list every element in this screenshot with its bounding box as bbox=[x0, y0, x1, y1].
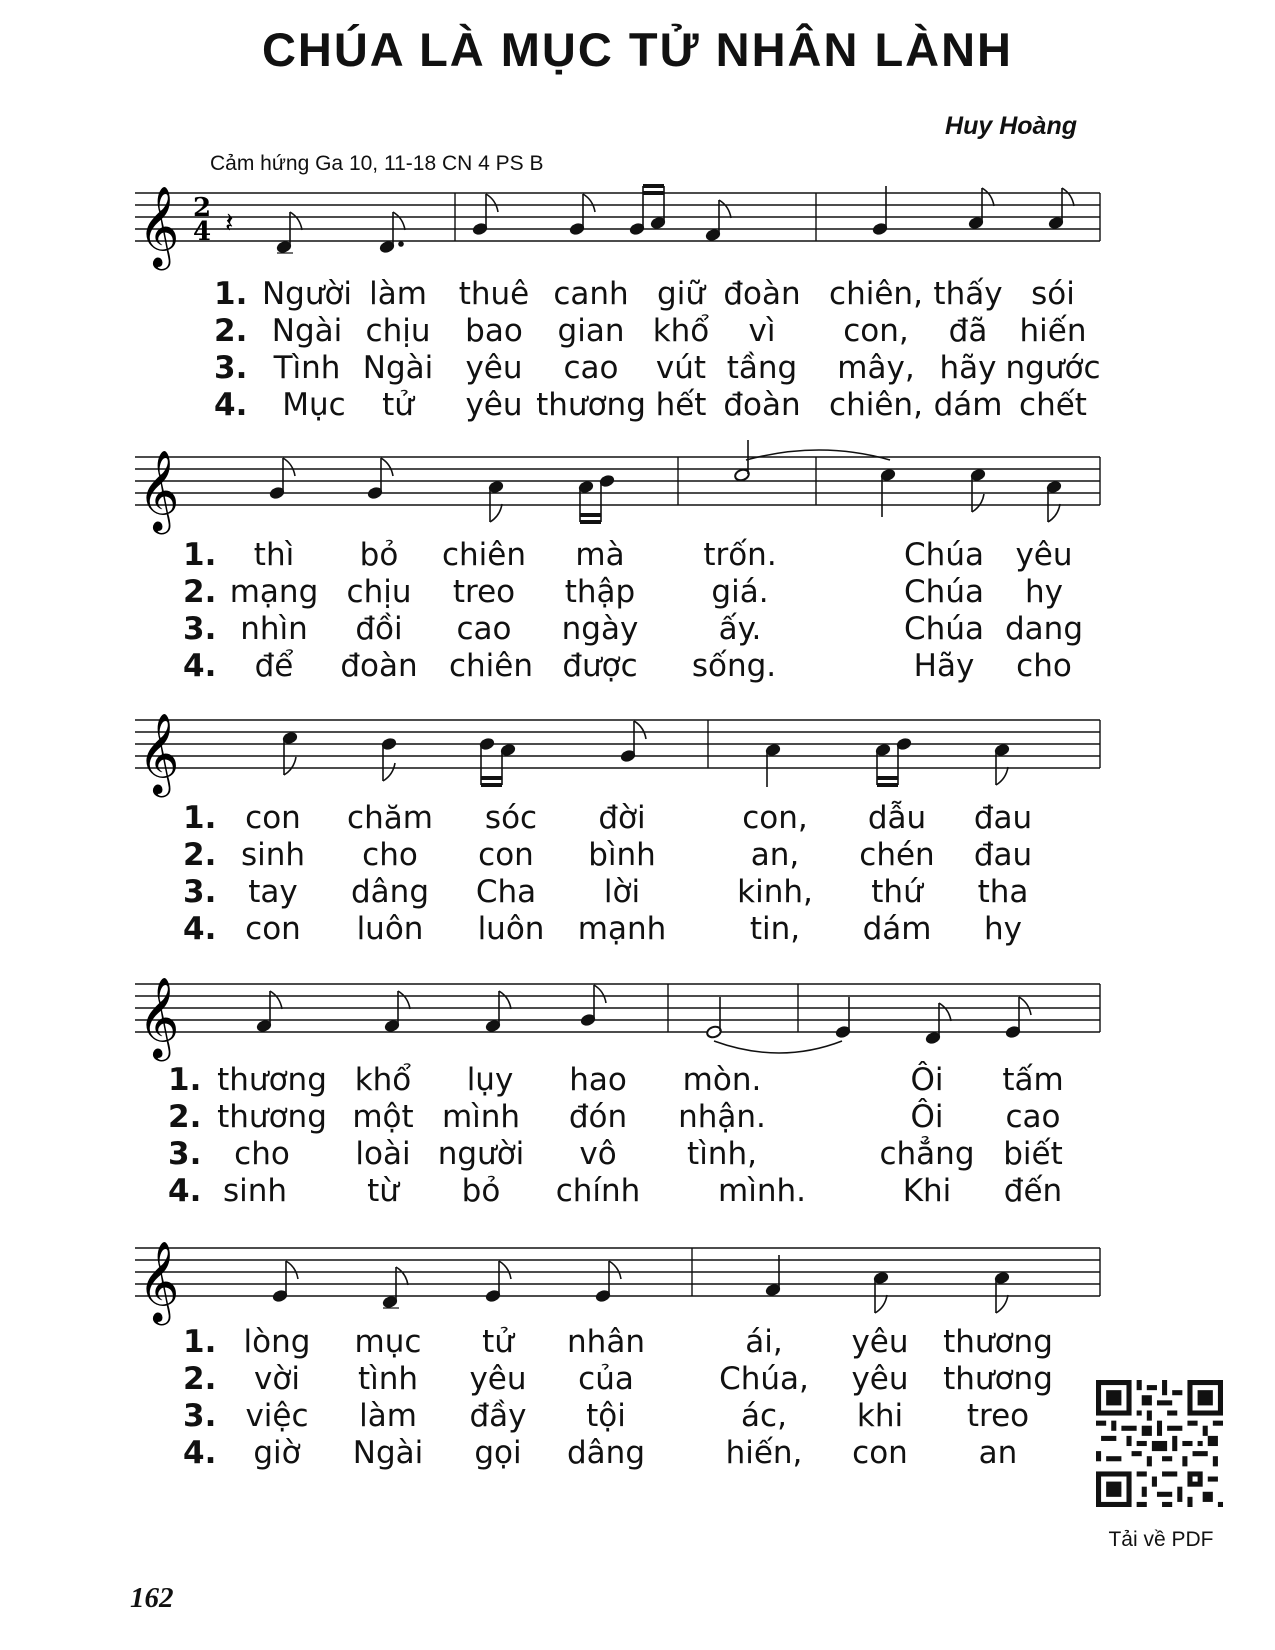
music-staff-2 bbox=[130, 432, 1140, 542]
lyric: tấm bbox=[1002, 1062, 1064, 1098]
lyric: thập bbox=[564, 574, 636, 610]
lyric: bỏ bbox=[461, 1173, 501, 1209]
lyric: con, bbox=[742, 800, 808, 836]
lyric: thương bbox=[536, 387, 646, 423]
verse-number: 4. bbox=[214, 387, 248, 423]
lyric: con, bbox=[843, 313, 909, 349]
lyric: cao bbox=[563, 350, 619, 386]
lyric: yêu bbox=[851, 1361, 909, 1397]
lyric: khổ bbox=[652, 313, 710, 349]
verse-number: 1. bbox=[214, 276, 248, 312]
lyric: một bbox=[352, 1099, 414, 1135]
lyric: yêu bbox=[469, 1361, 527, 1397]
lyric: khi bbox=[856, 1398, 904, 1434]
page-number: 162 bbox=[130, 1582, 174, 1614]
lyric: mạng bbox=[229, 574, 319, 610]
lyric: hiến, bbox=[725, 1435, 803, 1471]
verse-number: 3. bbox=[183, 1398, 217, 1434]
time-sig-bottom: 4 bbox=[193, 217, 212, 247]
lyric: Hãy bbox=[913, 648, 975, 684]
lyric: mà bbox=[575, 537, 625, 573]
lyric: cho bbox=[362, 837, 418, 873]
lyric: dẫu bbox=[867, 800, 927, 836]
verse-line bbox=[0, 837, 1275, 874]
lyric: sói bbox=[1031, 276, 1075, 312]
song-title: CHÚA LÀ MỤC TỬ NHÂN LÀNH bbox=[261, 23, 1013, 76]
lyric: chịu bbox=[346, 574, 412, 610]
lyric: thì bbox=[253, 537, 295, 573]
lyric: yêu bbox=[465, 387, 523, 423]
lyric: giờ bbox=[253, 1435, 301, 1471]
lyric: vút bbox=[655, 350, 707, 386]
lyric: chẳng bbox=[879, 1136, 975, 1172]
lyrics-block-3 bbox=[0, 800, 1275, 948]
verse-line bbox=[0, 574, 1275, 611]
lyric: tử bbox=[382, 387, 414, 423]
verse-number: 2. bbox=[183, 837, 217, 873]
lyric: thuê bbox=[458, 276, 530, 312]
lyrics-block-4 bbox=[0, 1062, 1275, 1210]
lyrics-block-2 bbox=[0, 537, 1275, 685]
lyric: an bbox=[978, 1435, 1018, 1471]
lyric: nhìn bbox=[240, 611, 308, 647]
lyric: canh bbox=[553, 276, 629, 312]
verse-number: 1. bbox=[183, 800, 217, 836]
treble-clef-icon: 𝄞 bbox=[138, 449, 180, 531]
lyric: Chúa bbox=[904, 574, 984, 610]
lyric: vì bbox=[748, 313, 776, 349]
verse-line bbox=[0, 276, 1275, 313]
verse-line bbox=[0, 874, 1275, 911]
lyric: thấy bbox=[933, 276, 1003, 312]
lyric: chăm bbox=[347, 800, 433, 836]
lyric: đau bbox=[973, 800, 1033, 836]
lyric: yêu bbox=[851, 1324, 909, 1360]
lyric: an, bbox=[750, 837, 800, 873]
music-staff-1 bbox=[130, 168, 1140, 278]
lyric: đau bbox=[973, 837, 1033, 873]
lyric: chính bbox=[555, 1173, 641, 1209]
music-staff-4 bbox=[130, 959, 1140, 1069]
lyric: yêu bbox=[465, 350, 523, 386]
verse-line bbox=[0, 1361, 1275, 1398]
lyric: chiên bbox=[441, 537, 527, 573]
lyric: bỏ bbox=[359, 537, 399, 573]
verse-number: 3. bbox=[168, 1136, 202, 1172]
lyric: tình, bbox=[687, 1136, 757, 1172]
lyric: mòn. bbox=[682, 1062, 762, 1098]
lyric: gian bbox=[557, 313, 625, 349]
music-staff-5 bbox=[130, 1223, 1140, 1333]
lyric: chén bbox=[859, 837, 935, 873]
lyric: từ bbox=[367, 1173, 399, 1209]
verse-number: 3. bbox=[214, 350, 248, 386]
verse-line bbox=[0, 1324, 1275, 1361]
lyric: để bbox=[254, 648, 294, 684]
lyric: làm bbox=[359, 1398, 417, 1434]
lyric: tha bbox=[977, 874, 1029, 910]
treble-clef-icon: 𝄞 bbox=[138, 712, 180, 794]
lyric: khổ bbox=[354, 1062, 412, 1098]
lyrics-block-5 bbox=[0, 1324, 1275, 1472]
lyric: Ngài bbox=[352, 1435, 424, 1471]
lyric: tình bbox=[357, 1361, 419, 1397]
verse-line bbox=[0, 1435, 1275, 1472]
qr-code-icon[interactable] bbox=[1096, 1380, 1223, 1507]
lyric: đoàn bbox=[723, 387, 801, 423]
verse-line bbox=[0, 800, 1275, 837]
lyric: người bbox=[437, 1136, 525, 1172]
lyric: dâng bbox=[351, 874, 429, 910]
lyric: đã bbox=[948, 313, 988, 349]
verse-number: 4. bbox=[183, 911, 217, 947]
lyric: ái, bbox=[745, 1324, 783, 1360]
lyric: đến bbox=[1003, 1173, 1063, 1209]
lyric: đoàn bbox=[340, 648, 418, 684]
lyric: trốn. bbox=[703, 537, 777, 573]
verse-line bbox=[0, 1062, 1275, 1099]
lyric: ác, bbox=[741, 1398, 787, 1434]
lyric: việc bbox=[245, 1398, 309, 1434]
lyric: luôn bbox=[477, 911, 545, 947]
lyric: cao bbox=[456, 611, 512, 647]
verse-number: 3. bbox=[183, 611, 217, 647]
verse-line bbox=[0, 1099, 1275, 1136]
lyric: hy bbox=[1025, 574, 1063, 610]
lyric: thương bbox=[217, 1062, 327, 1098]
verse-number: 4. bbox=[168, 1173, 202, 1209]
lyric: tử bbox=[482, 1324, 514, 1360]
treble-clef-icon: 𝄞 bbox=[138, 976, 180, 1058]
lyric: Khi bbox=[902, 1173, 952, 1209]
lyric: Tình bbox=[273, 350, 341, 386]
staff-1-notation bbox=[130, 168, 1140, 278]
treble-clef-icon: 𝄞 bbox=[138, 1240, 180, 1322]
lyric: con bbox=[245, 800, 301, 836]
lyric: gọi bbox=[474, 1435, 522, 1471]
staff-2-notation bbox=[130, 432, 1140, 542]
author-name: Huy Hoàng bbox=[945, 112, 1077, 140]
lyric: hy bbox=[984, 911, 1022, 947]
lyric: treo bbox=[966, 1398, 1030, 1434]
lyric: con bbox=[245, 911, 301, 947]
verse-number: 1. bbox=[183, 1324, 217, 1360]
lyric: chiên, bbox=[829, 276, 923, 312]
lyric: con bbox=[852, 1435, 908, 1471]
lyric: nhân bbox=[567, 1324, 645, 1360]
lyric: đầy bbox=[469, 1398, 527, 1434]
lyric: giữ bbox=[657, 276, 705, 312]
lyric: hiến bbox=[1019, 313, 1087, 349]
lyrics-block-1 bbox=[0, 276, 1275, 424]
verse-number: 2. bbox=[168, 1099, 202, 1135]
verse-line bbox=[0, 387, 1275, 424]
lyric: cho bbox=[234, 1136, 290, 1172]
verse-line bbox=[0, 611, 1275, 648]
lyric: treo bbox=[452, 574, 516, 610]
staff-3-notation bbox=[130, 695, 1140, 805]
quarter-rest-icon: 𝄽 bbox=[225, 206, 234, 239]
lyric: dang bbox=[1005, 611, 1083, 647]
verse-line bbox=[0, 911, 1275, 948]
verse-number: 4. bbox=[183, 648, 217, 684]
lyric: ngước bbox=[1005, 350, 1101, 386]
lyric: sống. bbox=[691, 648, 777, 684]
lyric: tội bbox=[586, 1398, 626, 1434]
staff-5-notation bbox=[130, 1223, 1140, 1333]
verse-line bbox=[0, 313, 1275, 350]
lyric: được bbox=[562, 648, 638, 684]
lyric: của bbox=[578, 1361, 634, 1397]
lyric: hãy bbox=[939, 350, 997, 386]
music-staff-3 bbox=[130, 695, 1140, 805]
lyric: sóc bbox=[484, 800, 538, 836]
lyric: nhận. bbox=[678, 1099, 766, 1135]
treble-clef-icon: 𝄞 bbox=[138, 185, 180, 267]
lyric: cao bbox=[1005, 1099, 1061, 1135]
lyric: ấy. bbox=[718, 611, 762, 647]
lyric: chịu bbox=[365, 313, 431, 349]
lyric: dâng bbox=[567, 1435, 645, 1471]
verse-number: 1. bbox=[168, 1062, 202, 1098]
lyric: Ôi bbox=[910, 1099, 944, 1135]
verse-line bbox=[0, 1398, 1275, 1435]
lyric: vời bbox=[254, 1361, 300, 1397]
lyric: mình. bbox=[718, 1173, 806, 1209]
lyric: thương bbox=[943, 1324, 1053, 1360]
lyric: thương bbox=[217, 1099, 327, 1135]
download-pdf-label[interactable]: Tải về PDF bbox=[1108, 1528, 1214, 1551]
lyric: mình bbox=[441, 1099, 521, 1135]
verse-number: 2. bbox=[183, 1361, 217, 1397]
lyric: lời bbox=[603, 874, 641, 910]
lyric: chiên, bbox=[829, 387, 923, 423]
lyric: giá. bbox=[711, 574, 769, 610]
lyric: chiên bbox=[448, 648, 534, 684]
lyric: loài bbox=[355, 1136, 411, 1172]
lyric: cho bbox=[1016, 648, 1072, 684]
lyric: thứ bbox=[871, 874, 923, 910]
verse-number: 2. bbox=[214, 313, 248, 349]
lyric: bao bbox=[465, 313, 523, 349]
verse-number: 1. bbox=[183, 537, 217, 573]
lyric: Người bbox=[261, 276, 353, 312]
verse-number: 4. bbox=[183, 1435, 217, 1471]
lyric: lụy bbox=[466, 1062, 514, 1098]
lyric: Chúa bbox=[904, 611, 984, 647]
lyric: mạnh bbox=[577, 911, 667, 947]
lyric: Ôi bbox=[910, 1062, 944, 1098]
lyric: vô bbox=[579, 1136, 617, 1172]
lyric: lòng bbox=[243, 1324, 311, 1360]
lyric: ngày bbox=[561, 611, 639, 647]
lyric: sinh bbox=[240, 837, 306, 873]
verse-line bbox=[0, 648, 1275, 685]
lyric: kinh, bbox=[737, 874, 813, 910]
staff-4-notation bbox=[130, 959, 1140, 1069]
lyric: con bbox=[478, 837, 534, 873]
lyric: Mục bbox=[282, 387, 346, 423]
time-sig-top: 2 bbox=[193, 193, 212, 223]
lyric: hết bbox=[655, 387, 707, 423]
lyric: biết bbox=[1003, 1136, 1063, 1172]
verse-line bbox=[0, 350, 1275, 387]
verse-number: 3. bbox=[183, 874, 217, 910]
verse-line bbox=[0, 1136, 1275, 1173]
lyric: Ngài bbox=[362, 350, 434, 386]
lyric: hao bbox=[569, 1062, 627, 1098]
inspiration-note: Cảm hứng Ga 10, 11-18 CN 4 PS B bbox=[210, 152, 544, 175]
lyric: đời bbox=[598, 800, 646, 836]
lyric: Chúa, bbox=[719, 1361, 809, 1397]
lyric: thương bbox=[943, 1361, 1053, 1397]
lyric: tin, bbox=[749, 911, 801, 947]
lyric: dám bbox=[933, 387, 1003, 423]
lyric: đồi bbox=[355, 611, 403, 647]
lyric: Cha bbox=[475, 874, 537, 910]
lyric: Ngài bbox=[271, 313, 343, 349]
verse-number: 2. bbox=[183, 574, 217, 610]
verse-line bbox=[0, 1173, 1275, 1210]
lyric: bình bbox=[588, 837, 656, 873]
lyric: sinh bbox=[222, 1173, 288, 1209]
lyric: mục bbox=[354, 1324, 422, 1360]
lyric: làm bbox=[369, 276, 427, 312]
lyric: Chúa bbox=[904, 537, 984, 573]
lyric: đoàn bbox=[723, 276, 801, 312]
lyric: mây, bbox=[837, 350, 915, 386]
lyric: chết bbox=[1019, 387, 1087, 423]
lyric: dám bbox=[862, 911, 932, 947]
lyric: luôn bbox=[356, 911, 424, 947]
lyric: đón bbox=[568, 1099, 628, 1135]
lyric: yêu bbox=[1015, 537, 1073, 573]
verse-line bbox=[0, 537, 1275, 574]
lyric: tầng bbox=[726, 350, 798, 386]
lyric: tay bbox=[248, 874, 298, 910]
